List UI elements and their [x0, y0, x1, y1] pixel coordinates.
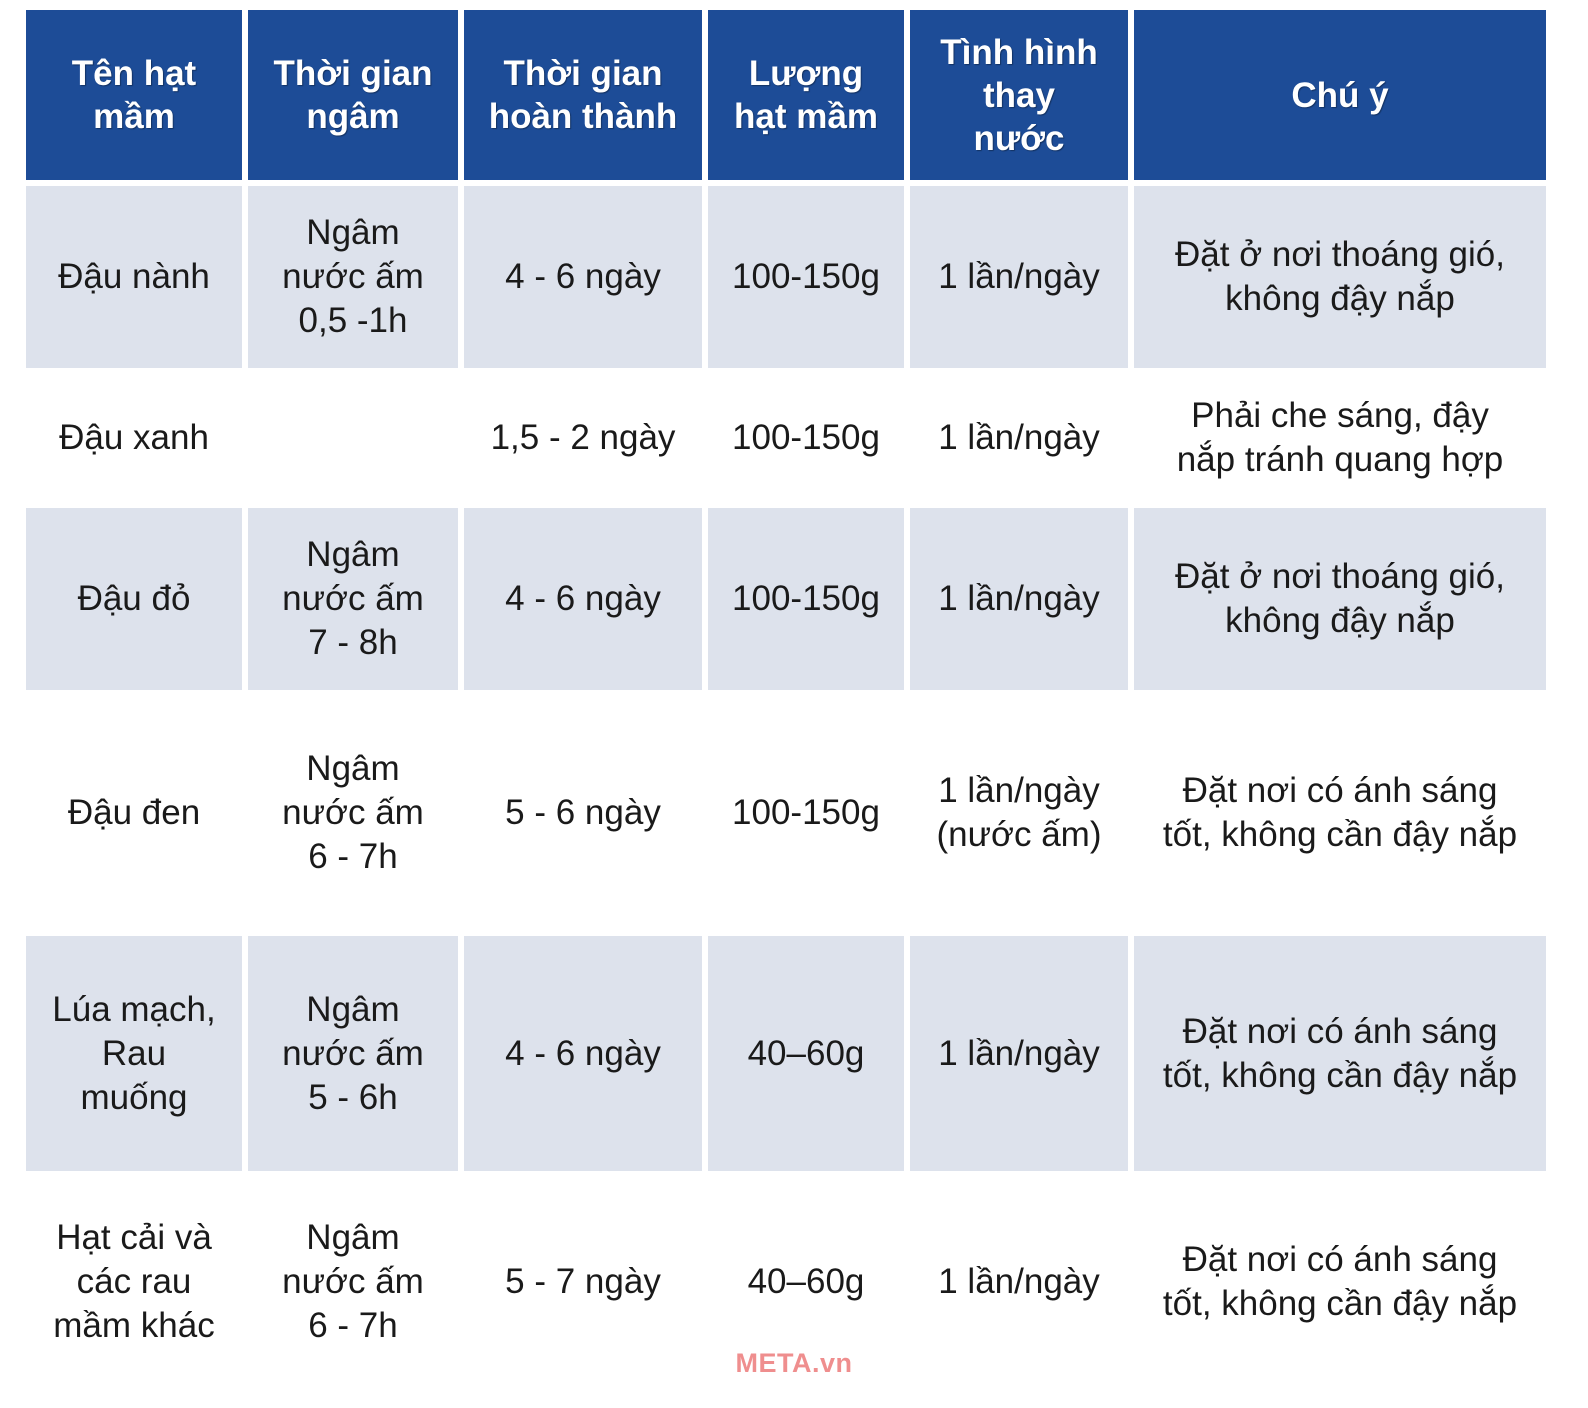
cell-seed-name: Đậu đỏ [26, 508, 242, 690]
table-header [26, 10, 1546, 180]
sprouting-table [20, 4, 1552, 1394]
header-completion-time: Thời gian hoàn thành [464, 10, 702, 180]
cell-seed-name: Lúa mạch, Rau muống [26, 936, 242, 1170]
header-row [26, 10, 1546, 180]
cell-water-change: 1 lần/ngày (nước ấm) [910, 696, 1128, 930]
header-seed-name: Tên hạt mầm [26, 10, 242, 180]
cell-seed-name: Đậu nành [26, 186, 242, 368]
cell-water-change: 1 lần/ngày [910, 374, 1128, 503]
table-row [26, 508, 1546, 690]
cell-notes: Đặt ở nơi thoáng gió, không đậy nắp [1134, 508, 1546, 690]
cell-soak-time: Ngâm nước ấm 7 - 8h [248, 508, 458, 690]
cell-notes: Đặt nơi có ánh sáng tốt, không cần đậy nắp [1134, 936, 1546, 1170]
cell-soak-time [248, 374, 458, 503]
header-notes: Chú ý [1134, 10, 1546, 180]
header-water-change: Tình hình thay nước [910, 10, 1128, 180]
table-row [26, 696, 1546, 930]
cell-seed-amount: 40–60g [708, 1177, 904, 1388]
header-seed-amount: Lượng hạt mầm [708, 10, 904, 180]
cell-soak-time: Ngâm nước ấm 5 - 6h [248, 936, 458, 1170]
sprouting-guide-sheet [20, 4, 1540, 1394]
cell-water-change: 1 lần/ngày [910, 1177, 1128, 1388]
cell-water-change: 1 lần/ngày [910, 186, 1128, 368]
cell-completion-time: 1,5 - 2 ngày [464, 374, 702, 503]
cell-seed-amount: 100-150g [708, 186, 904, 368]
cell-seed-amount: 100-150g [708, 508, 904, 690]
header-soak-time: Thời gian ngâm [248, 10, 458, 180]
cell-seed-name: Hạt cải và các rau mầm khác [26, 1177, 242, 1388]
cell-notes: Đặt ở nơi thoáng gió, không đậy nắp [1134, 186, 1546, 368]
cell-seed-amount: 100-150g [708, 374, 904, 503]
cell-completion-time: 5 - 7 ngày [464, 1177, 702, 1388]
cell-completion-time: 4 - 6 ngày [464, 936, 702, 1170]
cell-soak-time: Ngâm nước ấm 6 - 7h [248, 696, 458, 930]
cell-water-change: 1 lần/ngày [910, 936, 1128, 1170]
cell-seed-name: Đậu xanh [26, 374, 242, 503]
table-row [26, 186, 1546, 368]
cell-water-change: 1 lần/ngày [910, 508, 1128, 690]
cell-seed-amount: 40–60g [708, 936, 904, 1170]
cell-seed-name: Đậu đen [26, 696, 242, 930]
table-row [26, 936, 1546, 1170]
watermark: META.vn [735, 1348, 853, 1378]
cell-notes: Đặt nơi có ánh sáng tốt, không cần đậy nắp [1134, 1177, 1546, 1388]
table-row [26, 374, 1546, 503]
cell-seed-amount: 100-150g [708, 696, 904, 930]
cell-notes: Đặt nơi có ánh sáng tốt, không cần đậy nắp [1134, 696, 1546, 930]
table-body [26, 186, 1546, 1388]
cell-notes: Phải che sáng, đậy nắp tránh quang hợp [1134, 374, 1546, 503]
cell-completion-time: 5 - 6 ngày [464, 696, 702, 930]
cell-completion-time: 4 - 6 ngày [464, 186, 702, 368]
cell-completion-time: 4 - 6 ngày [464, 508, 702, 690]
cell-soak-time: Ngâm nước ấm 0,5 -1h [248, 186, 458, 368]
cell-soak-time: Ngâm nước ấm 6 - 7h [248, 1177, 458, 1388]
